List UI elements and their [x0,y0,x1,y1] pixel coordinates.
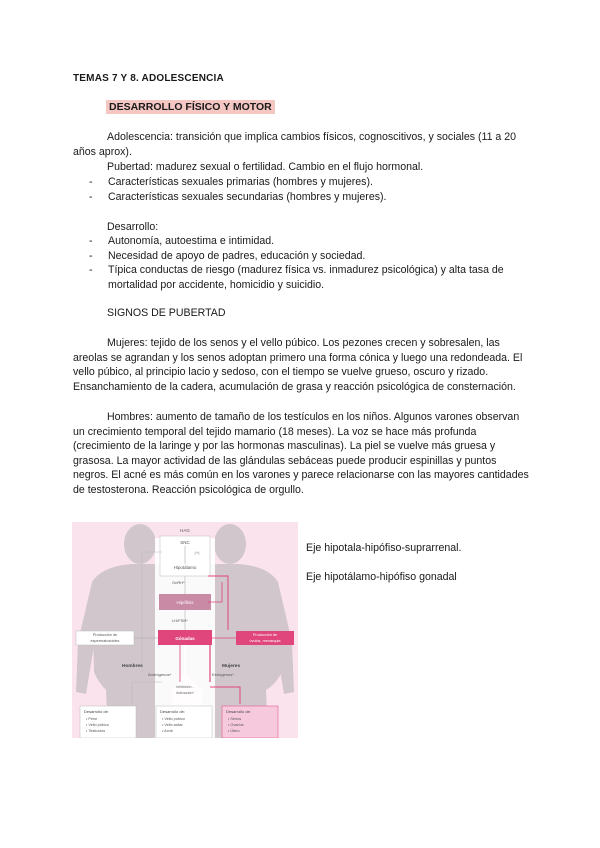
left-box-line1: Producción de [92,633,118,637]
bottom-box-item: • Senos [228,717,242,721]
snc-label: SNC [180,540,190,545]
bottom-box-title: Desarrollo de: [226,709,251,714]
bottom-box-item: • Testículos [86,729,106,733]
hombres-label: Hombres [122,664,143,669]
bottom-box-3 [222,706,278,738]
puberty-list [89,175,529,204]
list-item: - Características sexuales primarias (hombres y mujeres). [89,175,529,190]
bottom-box-item: • Acné [162,729,173,733]
figure-caption-1: Eje hipotala-hipófiso-suprarrenal. [306,542,462,554]
right-box-line2: óvulos, menarquia [249,639,281,643]
mujeres-label: Mujeres [222,664,241,669]
inhibicion-line2: Activación* [176,691,194,695]
hipotalamo-label: Hipotálamo [173,565,197,570]
left-box-line2: espermatozoides [90,639,120,643]
signs-heading: SIGNOS DE PUBERTAD [107,307,226,319]
gonadas-label: Gónadas [175,636,195,641]
right-box-line1: Producción de [252,633,278,637]
bottom-box-item: • Vello axilar [162,723,183,727]
bottom-box-item: • Pene [86,717,98,721]
women-paragraph: Mujeres: tejido de los senos y el vello púbico. Los pezones crecen y sobresalen, las areolas se agrandan y los senos adoptan primero una forma cónica y luego una redondeada. El vello púbico, al principio lacio y sedoso, con el tiempo se vuelve grueso, oscuro y rizado. Ensanchamiento de la cadera, acumulación de grasa y reacción psicológica de consternación. [73,337,523,393]
bottom-box-item: • Vello púbico [86,723,109,727]
intro-paragraph: Adolescencia: transición que implica cambios físicos, cognoscitivos, y sociales (11 a 20 años aprox). [73,131,517,158]
bottom-box-title: Desarrollo de: [160,709,185,714]
snc-arrow-label: (+) [194,550,200,555]
bottom-box-title: Desarrollo de: [84,709,109,714]
list-item: - Necesidad de apoyo de padres, educación y sociedad. [89,249,529,264]
document-title: TEMAS 7 Y 8. ADOLESCENCIA [73,73,224,84]
hormone-axis-figure [72,522,298,738]
list-item: - Autonomía, autoestima e intimidad. [89,234,529,249]
hipofisis-label: Hipófisis [176,600,194,605]
bottom-box-item: • Ovarios [228,723,244,727]
gnrh-label: GnRH* [172,580,185,585]
androgenos-label: Andrógenos* [148,672,172,677]
hormone-axis-diagram [72,522,298,738]
men-paragraph: Hombres: aumento de tamaño de los testículos en los niños. Algunos varones observan un crecimiento temporal del tejido mamario (18 meses). La voz se hace más profunda (crecimiento de la laringe y por las hormonas masculinas). La piel se vuelve más gruesa y grasosa. La mayor actividad de las glándulas sebáceas puede producir espinillas y puntos negros. El acné es más común en los varones y parece relacionarse con las mayores cantidades de testosterona. Reacción psicológica de orgullo. [73,411,529,496]
lh-fsh-label: LH/FSH* [172,618,188,623]
figure-caption-2: Eje hipotálamo-hipófiso gonadal [306,571,457,583]
development-list [89,234,529,292]
inhibicion-line1: Inhibición - [176,685,194,689]
bottom-box-item: • Vello púbico [162,717,185,721]
estrogenos-label: Estrógenos* [212,672,234,677]
puberty-definition: Pubertad: madurez sexual o fertilidad. Cambio en el flujo hormonal. [107,161,424,173]
development-label: Desarrollo: [107,221,159,233]
bottom-box-item: • Útero [228,729,240,733]
bottom-box-2 [156,706,212,738]
list-item: - Típica conductas de riesgo (madurez física vs. inmadurez psicológica) y alta tasa de mortalidad por accidente, homicidio y suicidio. [89,263,529,292]
bottom-box-1 [80,706,136,738]
top-label: HAG [180,528,190,533]
list-item: - Características sexuales secundarias (hombres y mujeres). [89,190,529,205]
section-heading: DESARROLLO FÍSICO Y MOTOR [106,100,275,114]
